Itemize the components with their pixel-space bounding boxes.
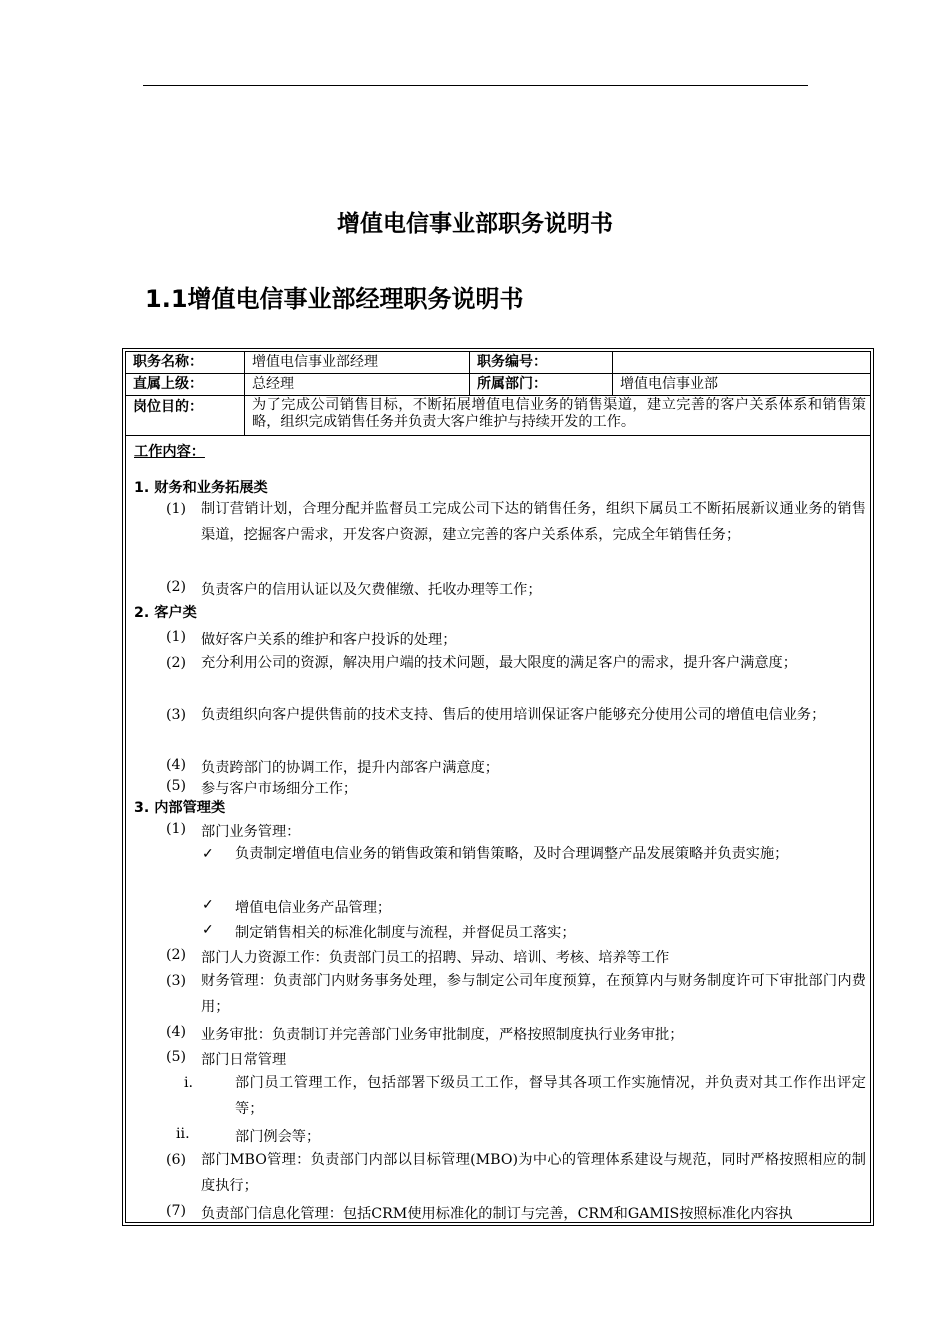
column-divider <box>244 351 245 435</box>
list-number: (5) <box>166 778 187 794</box>
list-item: 负责客户的信用认证以及欠费催缴、托收办理等工作； <box>201 582 542 598</box>
list-number: (1) <box>166 821 187 837</box>
list-number: (2) <box>166 947 187 963</box>
list-number: (2) <box>166 655 187 671</box>
superior-label: 直属上级： <box>133 376 203 392</box>
list-item: 部门人力资源工作：负责部门员工的招聘、异动、培训、考核、培养等工作 <box>201 950 670 966</box>
list-number: (6) <box>166 1152 187 1168</box>
checkmark-icon: ✓ <box>202 897 214 913</box>
list-number: (3) <box>166 707 187 723</box>
list-item: 制订营销计划，合理分配并监督员工完成公司下达的销售任务，组织下属员工不断拓展新议通业务的销售渠道，挖掘客户需求，开发客户资源，建立完善的客户关系体系，完成全年销售任务； <box>201 501 866 543</box>
category-customer-title: 2. 客户类 <box>134 605 197 621</box>
list-number: (1) <box>166 629 187 645</box>
list-number: (4) <box>166 1024 187 1040</box>
purpose-value: 为了完成公司销售目标，不断拓展增值电信业务的销售渠道，建立完善的客户关系体系和销售策略，组织完成销售任务并负责大客户维护与持续开发的工作。 <box>252 397 866 430</box>
purpose-label: 岗位目的： <box>133 399 203 415</box>
category-internal-title: 3. 内部管理类 <box>134 800 226 816</box>
header-rule <box>143 85 808 86</box>
roman-number: i. <box>184 1075 194 1091</box>
department-label: 所属部门： <box>477 376 547 392</box>
row-divider <box>125 435 871 436</box>
list-item: 财务管理：负责部门内财务事务处理，参与制定公司年度预算，在预算内与财务制度许可下审批部门内费用； <box>201 973 866 1015</box>
section-title: 1.1增值电信事业部经理职务说明书 <box>145 285 524 313</box>
list-item: 做好客户关系的维护和客户投诉的处理； <box>201 632 457 648</box>
list-number: (5) <box>166 1049 187 1065</box>
list-item: 充分利用公司的资源，解决用户端的技术问题，最大限度的满足客户的需求，提升客户满意度； <box>201 655 797 671</box>
list-item: 部门业务管理： <box>201 824 301 840</box>
document-title: 增值电信事业部职务说明书 <box>337 211 613 237</box>
checkmark-icon: ✓ <box>202 846 214 862</box>
list-item: 负责组织向客户提供售前的技术支持、售后的使用培训保证客户能够充分使用公司的增值电信业务； <box>201 707 826 723</box>
list-item: 部门日常管理 <box>201 1052 287 1068</box>
row-divider <box>125 395 871 396</box>
work-content-label: 工作内容： <box>134 444 205 460</box>
job-number-label: 职务编号： <box>477 354 547 370</box>
list-item: 部门员工管理工作，包括部署下级员工工作，督导其各项工作实施情况，并负责对其工作作出评定等； <box>235 1075 866 1117</box>
job-name-label: 职务名称： <box>133 354 203 370</box>
list-item: 参与客户市场细分工作； <box>201 781 358 797</box>
department-value: 增值电信事业部 <box>620 376 718 392</box>
roman-number: ii. <box>176 1126 190 1142</box>
column-divider <box>612 351 613 395</box>
list-item: 增值电信业务产品管理； <box>235 900 392 916</box>
list-item: 制定销售相关的标准化制度与流程，并督促员工落实； <box>235 925 576 941</box>
list-number: (1) <box>166 501 187 517</box>
list-item: 部门例会等； <box>235 1129 321 1145</box>
list-item: 负责制定增值电信业务的销售政策和销售策略，及时合理调整产品发展策略并负责实施； <box>235 846 789 862</box>
list-number: (3) <box>166 973 187 989</box>
list-item: 业务审批：负责制订并完善部门业务审批制度，严格按照制度执行业务审批； <box>201 1027 684 1043</box>
list-item: 负责跨部门的协调工作，提升内部客户满意度； <box>201 760 499 776</box>
list-number: (4) <box>166 757 187 773</box>
list-item: 部门MBO管理：负责部门内部以目标管理(MBO)为中心的管理体系建设与规范，同时严格按照相应的制度执行； <box>201 1152 866 1194</box>
checkmark-icon: ✓ <box>202 922 214 938</box>
list-item: 负责部门信息化管理：包括CRM使用标准化的制订与完善，CRM和GAMIS按照标准化内容执 <box>201 1206 793 1222</box>
column-divider <box>469 351 470 395</box>
list-number: (2) <box>166 579 187 595</box>
superior-value: 总经理 <box>252 376 294 392</box>
list-number: (7) <box>166 1203 187 1219</box>
category-finance-title: 1. 财务和业务拓展类 <box>134 480 268 496</box>
job-name-value: 增值电信事业部经理 <box>252 354 378 370</box>
